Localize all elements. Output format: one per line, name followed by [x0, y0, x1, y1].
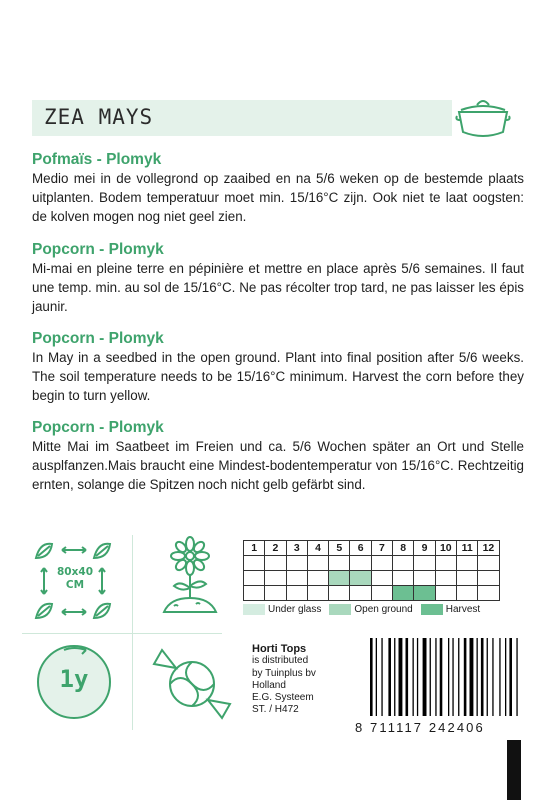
calendar-cell: [329, 571, 350, 586]
barcode-number: 8 711117 242406: [355, 720, 485, 735]
barcode-bar: [440, 638, 443, 716]
legend-open-ground: [329, 604, 412, 615]
barcode-bar: [464, 638, 467, 716]
harvest-row: [244, 586, 500, 601]
section-french: [32, 240, 524, 316]
legend-harvest-label: Harvest: [445, 604, 481, 616]
section-heading: Popcorn - Plomyk: [32, 419, 164, 436]
barcode-bar: [388, 638, 391, 716]
icon-grid-divider-horizontal: [22, 633, 222, 634]
calendar-cell: [244, 556, 265, 571]
cooking-pot-icon: [455, 92, 511, 140]
calendar-legend: [243, 604, 480, 615]
page-title: ZEA MAYS: [44, 105, 154, 129]
spacing-label: [53, 566, 97, 592]
barcode-bar: [370, 638, 373, 716]
month-label: 5: [329, 541, 350, 556]
under-glass-swatch: [243, 604, 265, 615]
calendar-cell: [456, 571, 477, 586]
under-glass-row: [244, 556, 500, 571]
distributor-line: ST. / H472: [252, 704, 299, 716]
title-bar: [32, 100, 452, 136]
barcode-bar: [492, 638, 493, 716]
section-heading: Popcorn - Plomyk: [32, 330, 164, 347]
lifecycle-label: 1y: [59, 665, 89, 693]
calendar-cell: [244, 586, 265, 601]
calendar-cell: [265, 586, 286, 601]
calendar-cell: [350, 586, 371, 601]
barcode-bar: [435, 638, 436, 716]
month-label: 10: [435, 541, 456, 556]
calendar-cell: [371, 586, 392, 601]
calendar-cell: [393, 586, 414, 601]
barcode-bar: [423, 638, 427, 716]
barcode-bar: [394, 638, 395, 716]
section-heading: Popcorn - Plomyk: [32, 241, 164, 258]
calendar-cell: [435, 571, 456, 586]
calendar-cell: [478, 586, 499, 601]
section-text: Medio mei in de vollegrond op zaaibed en na 5/6 weken op de bestemde plaats uitplanten. Bodem temperatuur moet min. 15/16°C zijn. Ook niet te laat oogsten: de kolven mogen nog niet geel zien.: [32, 171, 524, 224]
calendar-cell: [329, 556, 350, 571]
calendar-cell: [307, 556, 328, 571]
calendar-cell: [414, 571, 435, 586]
legend-open-ground-label: Open ground: [354, 604, 413, 616]
barcode-bar: [458, 638, 459, 716]
barcode-bar: [481, 638, 484, 716]
month-label: 2: [265, 541, 286, 556]
sowing-calendar: [243, 540, 500, 601]
barcode-bar: [516, 638, 517, 716]
month-label: 9: [414, 541, 435, 556]
calendar-cell: [393, 571, 414, 586]
calendar-cell: [307, 571, 328, 586]
barcode-bar: [448, 638, 449, 716]
barcode-bar: [509, 638, 512, 716]
barcode: [370, 638, 520, 718]
barcode-bar: [452, 638, 453, 716]
section-heading: Pofmaïs - Plomyk: [32, 151, 162, 168]
calendar-cell: [244, 571, 265, 586]
month-label: 4: [307, 541, 328, 556]
calendar-cell: [414, 586, 435, 601]
calendar-cell: [286, 586, 307, 601]
seedling-soil-icon: [150, 536, 230, 626]
candy-icon: [150, 642, 234, 726]
section-english: [32, 329, 524, 405]
section-text: In May in a seedbed in the open ground. Plant into final position after 5/6 weeks. The soil temperature needs to be 15/16°C minimum. Harvest the corn before they begin to turn yellow.: [32, 350, 524, 403]
month-label: 11: [456, 541, 477, 556]
barcode-bar: [376, 638, 377, 716]
month-label: 7: [371, 541, 392, 556]
open-ground-swatch: [329, 604, 351, 615]
calendar-cell: [456, 586, 477, 601]
calendar-cell: [435, 586, 456, 601]
calendar-cell: [265, 571, 286, 586]
month-label: 8: [393, 541, 414, 556]
calendar-cell: [350, 571, 371, 586]
barcode-bar: [406, 638, 409, 716]
spacing-value: 80x40: [57, 566, 93, 578]
section-dutch: [32, 150, 524, 226]
calendar-cell: [414, 556, 435, 571]
distributor-line: is distributed: [252, 655, 309, 667]
section-text: Mitte Mai im Saatbeet im Freien und ca. 5/6 Wochen später an Ort und Stelle ausplfanzen.Mais braucht eine Mindest-bodentemperatur von 15/16°C. Rechtzeitig ernten, solange die Spitzen noch nicht gelb gefärbt sind.: [32, 439, 524, 492]
calendar-month-row: [244, 541, 500, 556]
month-label: 1: [244, 541, 265, 556]
calendar-cell: [371, 556, 392, 571]
month-label: 12: [478, 541, 499, 556]
calendar-cell: [393, 556, 414, 571]
distributor-line: Holland: [252, 679, 286, 691]
calendar-cell: [456, 556, 477, 571]
calendar-cell: [478, 571, 499, 586]
barcode-bar: [487, 638, 488, 716]
harvest-swatch: [421, 604, 443, 615]
brand-name: Horti Tops: [252, 643, 307, 655]
spacing-unit: CM: [65, 579, 85, 591]
distributor-line: E.G. Systeem: [252, 692, 314, 704]
distributor-info: [252, 643, 316, 717]
barcode-bar: [477, 638, 478, 716]
calendar-cell: [286, 571, 307, 586]
barcode-bar: [499, 638, 500, 716]
month-label: 3: [286, 541, 307, 556]
distributor-line: by Tuinplus bv: [252, 667, 316, 679]
calendar-cell: [265, 556, 286, 571]
calendar-cell: [478, 556, 499, 571]
barcode-bar: [413, 638, 414, 716]
calendar-cell: [350, 556, 371, 571]
legend-harvest: [421, 604, 480, 615]
barcode-bar: [381, 638, 382, 716]
calendar-cell: [435, 556, 456, 571]
month-label: 6: [350, 541, 371, 556]
legend-under-glass: [243, 604, 321, 615]
calendar-cell: [329, 586, 350, 601]
calendar-cell: [371, 571, 392, 586]
open-ground-row: [244, 571, 500, 586]
barcode-bar: [399, 638, 403, 716]
legend-under-glass-label: Under glass: [268, 604, 322, 616]
section-text: Mi-mai en pleine terre en pépinière et mettre en place après 5/6 semaines. Il faut une temp. min. au sol de 15/16°C. Ne pas récolter trop tard, ne pas laisser les épis jaunir.: [32, 261, 524, 314]
barcode-bar: [417, 638, 418, 716]
calendar-cell: [307, 586, 328, 601]
barcode-bar: [505, 638, 506, 716]
barcode-bar: [470, 638, 474, 716]
calendar-cell: [286, 556, 307, 571]
barcode-bar: [430, 638, 431, 716]
section-german: [32, 418, 524, 494]
black-edge-bar: [507, 740, 521, 800]
